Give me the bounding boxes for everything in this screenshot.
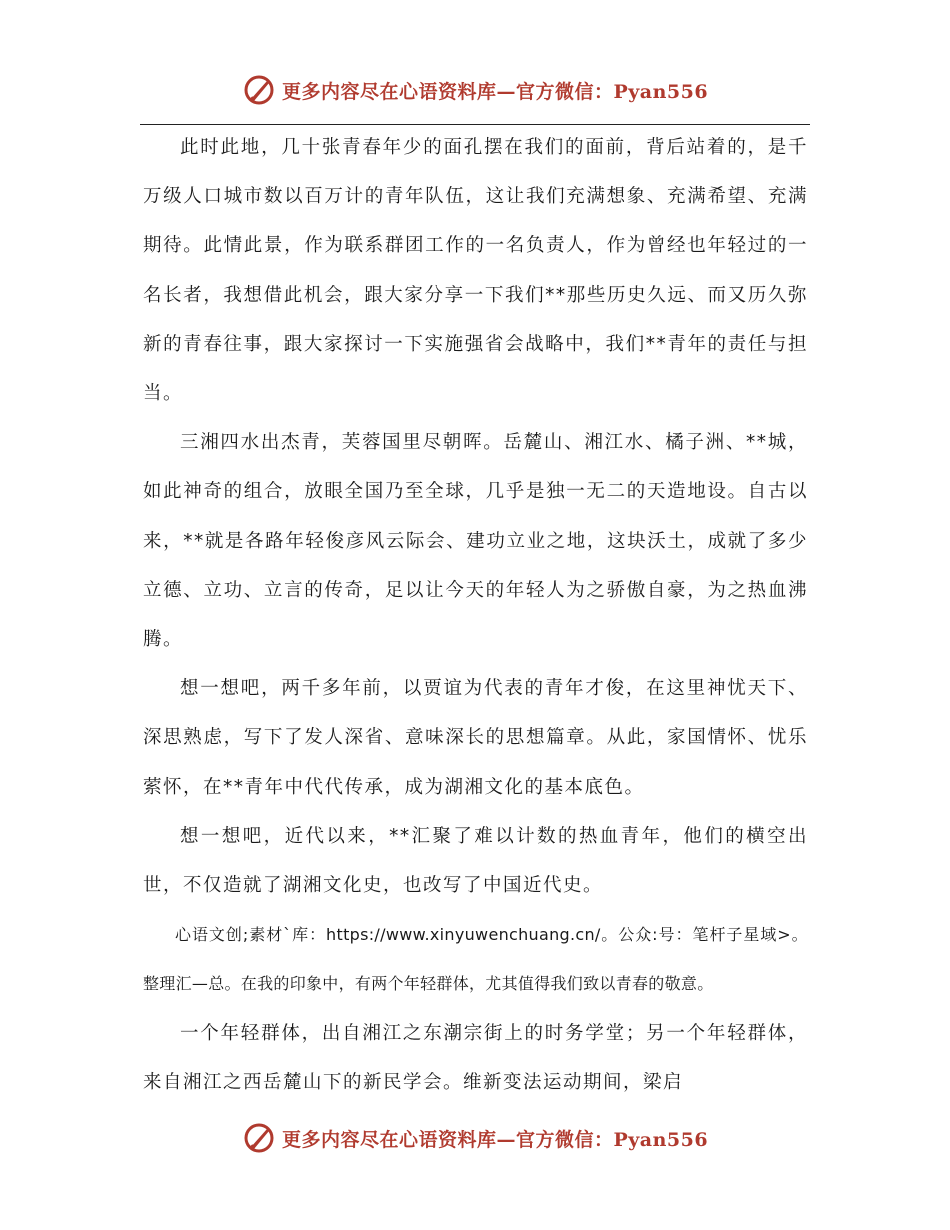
header-banner (0, 70, 950, 110)
paragraph-6: 一个年轻群体，出自湘江之东潮宗街上的时务学堂；另一个年轻群体，来自湘江之西岳麓山下的新民学会。维新变法运动期间，梁启 (143, 1022, 808, 1093)
paragraph-3: 想一想吧，两千多年前，以贾谊为代表的青年才俊，在这里神忧天下、深思熟虑，写下了发人深省、意味深长的思想篇章。从此，家国情怀、忧乐萦怀，在**青年中代代传承，成为湖湘文化的基本底色。 (143, 678, 808, 798)
quill-pen-logo-icon (242, 73, 276, 107)
quill-pen-logo-icon (242, 1121, 276, 1155)
paragraph-1: 此时此地，几十张青春年少的面孔摆在我们的面前，背后站着的，是千万级人口城市数以百万计的青年队伍，这让我们充满想象、充满希望、充满期待。此情此景，作为联系群团工作的一名负责人，作为曾经也年轻过的一名长者，我想借此机会，跟大家分享一下我们**那些历史久远、而又历久弥新的青春往事，跟大家探讨一下实施强省会战略中，我们**青年的责任与担当。 (143, 137, 808, 405)
paragraph-5-source-note: 心语文创;素材`库：https://www.xinyuwenchuang.cn/。公众:号：笔杆子星域>。整理汇—总。在我的印象中，有两个年轻群体，尤其值得我们致以青春的敬意。 (143, 925, 808, 994)
footer-banner-text: 更多内容尽在心语资料库—官方微信：Pyan556 (281, 1128, 709, 1151)
header-banner-text: 更多内容尽在心语资料库—官方微信：Pyan556 (281, 80, 709, 103)
footer-banner (0, 1118, 950, 1158)
paragraph-4: 想一想吧，近代以来，**汇聚了难以计数的热血青年，他们的横空出世，不仅造就了湖湘文化史，也改写了中国近代史。 (143, 825, 808, 897)
paragraph-2: 三湘四水出杰青，芙蓉国里尽朝晖。岳麓山、湘江水、橘子洲、**城，如此神奇的组合，放眼全国乃至全球，几乎是独一无二的天造地设。自古以来，**就是各路年轻俊彦风云际会、建功立业之地，这块沃土，成就了多少立德、立功、立言的传奇，足以让今天的年轻人为之骄傲自豪，为之热血沸腾。 (143, 432, 808, 651)
document-body (143, 123, 808, 1107)
